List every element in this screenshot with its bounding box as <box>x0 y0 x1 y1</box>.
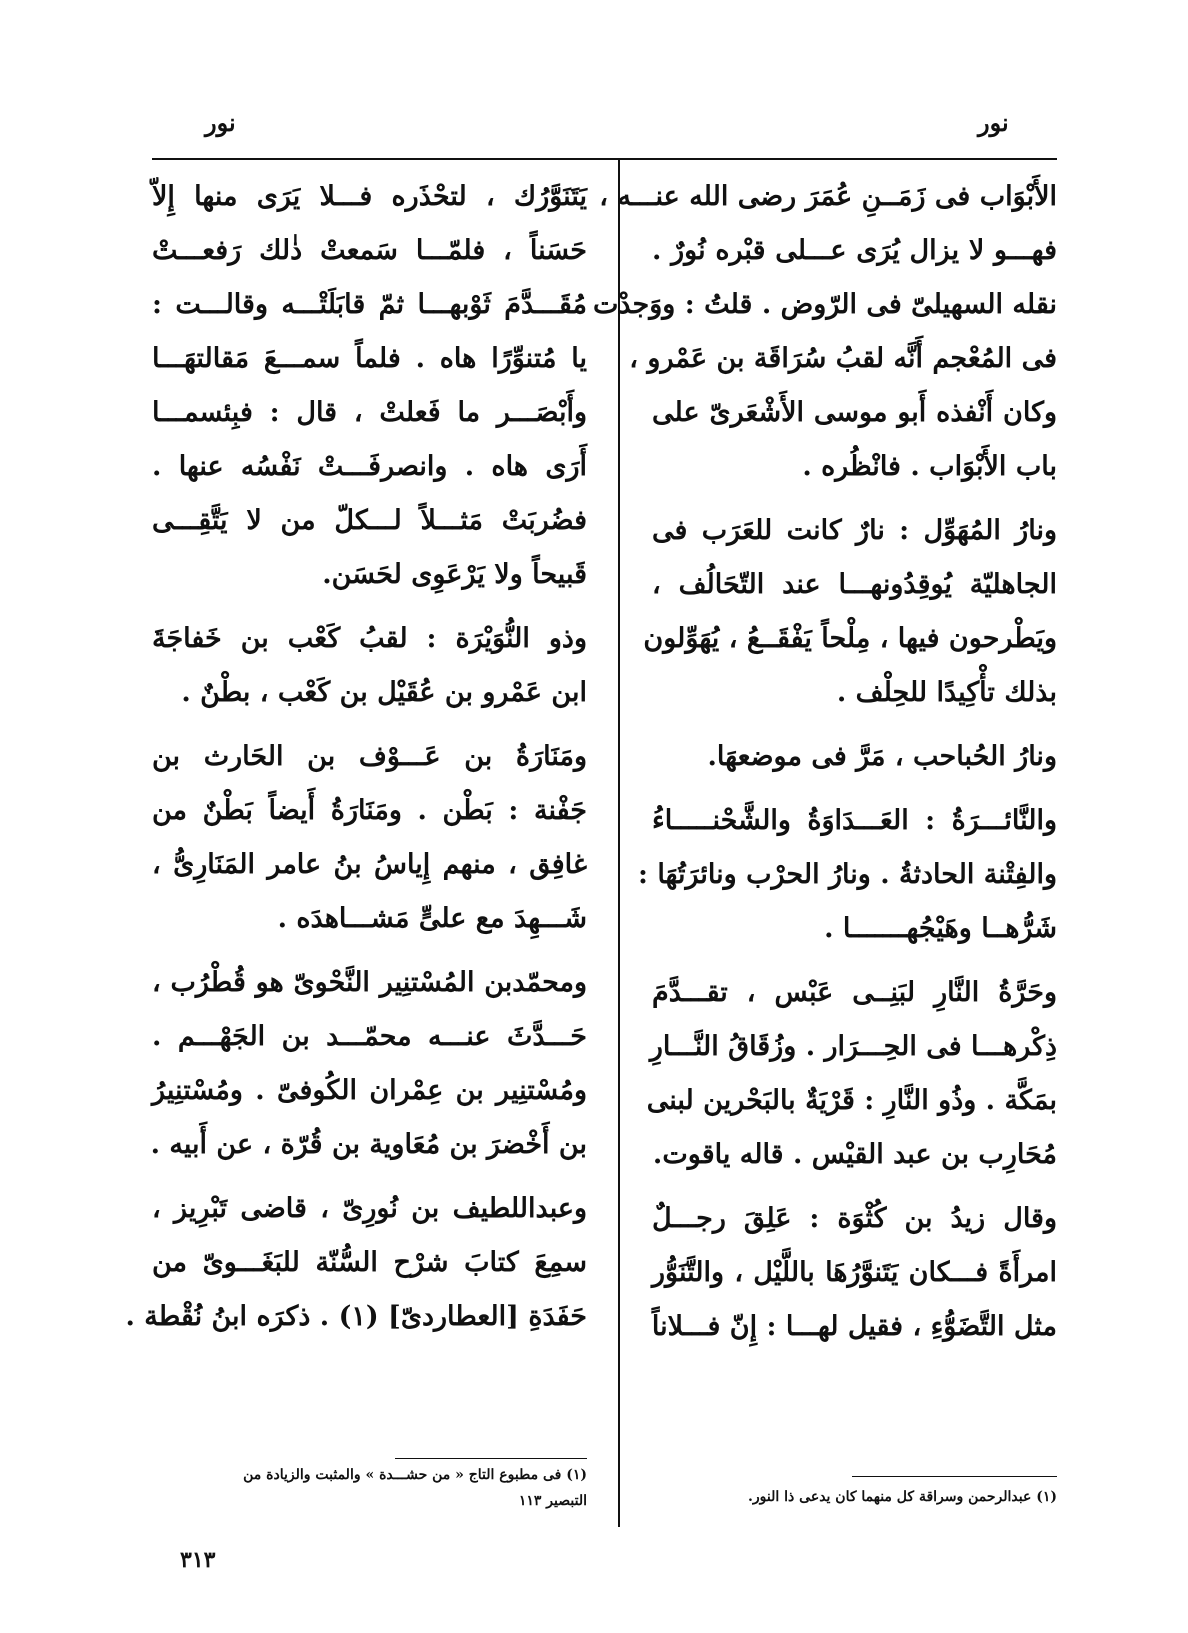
text-line: والنَّائـــرَةُ : العَـــدَاوَةُ والشَّحْنـــــاءُ <box>652 805 1057 836</box>
footnote-left-line: (١) فى مطبوع التاج « من حشـــدة » والمثبت والزيادة من <box>243 1467 587 1483</box>
running-header-right: نور <box>978 108 1009 137</box>
running-header-left: نور <box>205 108 236 137</box>
text-line: بمَكَّة . وذُو النَّارِ : قَرْيَةٌ بالبَحْرين لبنى <box>646 1085 1057 1116</box>
text-line: وعبداللطيف بن نُورِىّ ، قاضى تَبْرِيز ، <box>152 1193 587 1224</box>
text-line: والفِتْنة الحادثةُ . ونارُ الحرْب ونائرَتُهَا : <box>637 859 1057 890</box>
footnote-right <box>652 1484 1057 1510</box>
paragraph-gap <box>652 956 1057 966</box>
text-line: يَتَنَوَّرُك ، لتحْذَره فـــلا يَرَى منها إِلاّ <box>152 181 587 212</box>
text-line: ونارُ المُهَوِّل : نارٌ كانت للعَرَب فى <box>652 515 1057 546</box>
text-line: شَـــهِدَ مع علىٍّ مَشـــاهدَه . <box>277 903 587 934</box>
paragraph-gap <box>152 1172 587 1182</box>
text-line: وذو النُّوَيْرَة : لقبُ كَعْب بن خَفاجَةَ <box>152 623 587 654</box>
text-line: ومحمّدبن المُسْتنِير النَّحْوىّ هو قُطْرُب ، <box>152 967 587 998</box>
text-line: ويَطْرحون فيها ، مِلْحاً يَفْقَــعُ ، يُهَوِّلون <box>643 623 1057 654</box>
text-line: شَرُّهــا وهَيْجُهـــــــا . <box>824 913 1057 944</box>
right-column <box>592 170 1057 1354</box>
text-line: يا مُتنوِّرًا هاه . فلماً سمـــعَ مَقالتهَـــا <box>152 343 587 374</box>
text-line: فهـــو لا يزال يُرَى عـــلى قبْره نُورٌ . <box>652 235 1057 266</box>
paragraph-gap <box>152 602 587 612</box>
text-line: الجاهليّة يُوقِدُونهـــا عند التّحَالُف ، <box>652 569 1057 600</box>
text-line: الأَبْوَاب فى زَمَــنِ عُمَرَ رضى الله عنـــه ، <box>599 181 1057 212</box>
text-line: مثل التَّضَوُّءِ ، فقيل لهـــا : إِنّ فـــلاناً <box>651 1311 1057 1342</box>
text-line: بن أَخْضرَ بن مُعَاوية بن قُرّة ، عن أَبيه . <box>150 1129 587 1160</box>
column-divider <box>618 160 620 1527</box>
text-line: مُقَـــدَّمَ ثَوْبهـــا ثمّ قابَلَتْـــه وقالـــت : <box>152 289 587 320</box>
paragraph-gap <box>152 720 587 730</box>
text-line: باب الأَبْوَاب . فانْظُره . <box>802 451 1057 482</box>
text-line: سمِعَ كتابَ شرْح السُّنّة للبَغَـــوىّ من <box>152 1247 587 1278</box>
text-line: أَرَى هاه . وانصرفَـــتْ نَفْسُه عنها . <box>152 451 587 482</box>
header-rule <box>152 158 1057 160</box>
footnote-right-line: (١) عبدالرحمن وسراقة كل منهما كان يدعى ذا النور. <box>748 1489 1057 1505</box>
text-line: جَفْنة : بَطْن . ومَنَارَةُ أَيضاً بَطْنٌ من <box>152 795 587 826</box>
text-line: مُحَارِب بن عبد القيْس . قاله ياقوت. <box>652 1139 1057 1170</box>
footnote-rule-right <box>852 1476 1057 1477</box>
footnote-left-line: التبصير ١١٣ <box>518 1493 587 1509</box>
page-number: ٣١٣ <box>180 1547 216 1573</box>
text-line: بذلك تأْكِيدًا للحِلْف . <box>836 677 1057 708</box>
text-line: فى المُعْجم أَنَّه لقبُ سُرَاقَة بن عَمْرو ، <box>629 343 1057 374</box>
text-line: قَبيحاً ولا يَرْعَوِى لحَسَن. <box>322 559 587 590</box>
paragraph-gap <box>152 946 587 956</box>
text-line: وكان أَنْفذه أَبو موسى الأَشْعَرىّ على <box>652 397 1057 428</box>
text-line: ومُسْتنِير بن عِمْران الكُوفىّ . ومُسْتنِيرُ <box>152 1075 587 1106</box>
left-column <box>125 170 587 1344</box>
text-line: ونارُ الحُباحب ، مَرَّ فى موضعهَا. <box>707 741 1057 772</box>
text-line: غافِق ، منهم إِياسُ بنُ عامر المَنَارِىُّ ، <box>152 849 587 880</box>
text-line: حَسَناً ، فلمّـــا سَمعتْ ذٰلك رَفعـــتْ <box>152 235 587 266</box>
text-line: فضُربَتْ مَثـــلاً لـــكلّ من لا يَتَّقِـــى <box>152 505 587 536</box>
footnote-rule-left <box>395 1458 587 1459</box>
paragraph-gap <box>652 1182 1057 1192</box>
text-line: وأَبْصَـــر ما فَعلتْ ، قال : فبِئسمـــا <box>152 397 587 428</box>
text-line: وقال زيدُ بن كُثْوَة : عَلِقَ رجـــلٌ <box>652 1203 1057 1234</box>
text-line: حَـــدَّثَ عنـــه محمّـــد بن الجَهْـــم . <box>152 1021 587 1052</box>
text-line: ومَنَارَةُ بن عَـــوْف بن الحَارث بن <box>152 741 587 772</box>
text-line: حَفَدَةِ [العطاردىّ] (١) . ذكرَه ابنُ نُقْطة . <box>125 1301 587 1332</box>
text-line: وحَرَّةُ النَّارِ لبَنِــى عَبْس ، تقـــدَّمَ <box>652 977 1057 1008</box>
text-line: ذِكْرهـــا فى الحِـــرَار . وزُقَاقُ النَّـــارِ <box>649 1031 1057 1062</box>
text-line: ابن عَمْرو بن عُقَيْل بن كَعْب ، بطْنٌ . <box>181 677 587 708</box>
text-line: امرأَةً فـــكان يَتَنوَّرُهَا باللَّيْل ، والتَّنَوُّر <box>652 1257 1057 1288</box>
paragraph-gap <box>652 720 1057 730</box>
paragraph-gap <box>652 784 1057 794</box>
text-line: نقله السهيلىّ فى الرّوض . قلتُ : ووَجدْت <box>592 289 1057 320</box>
footnote-left <box>152 1462 587 1514</box>
paragraph-gap <box>652 494 1057 504</box>
